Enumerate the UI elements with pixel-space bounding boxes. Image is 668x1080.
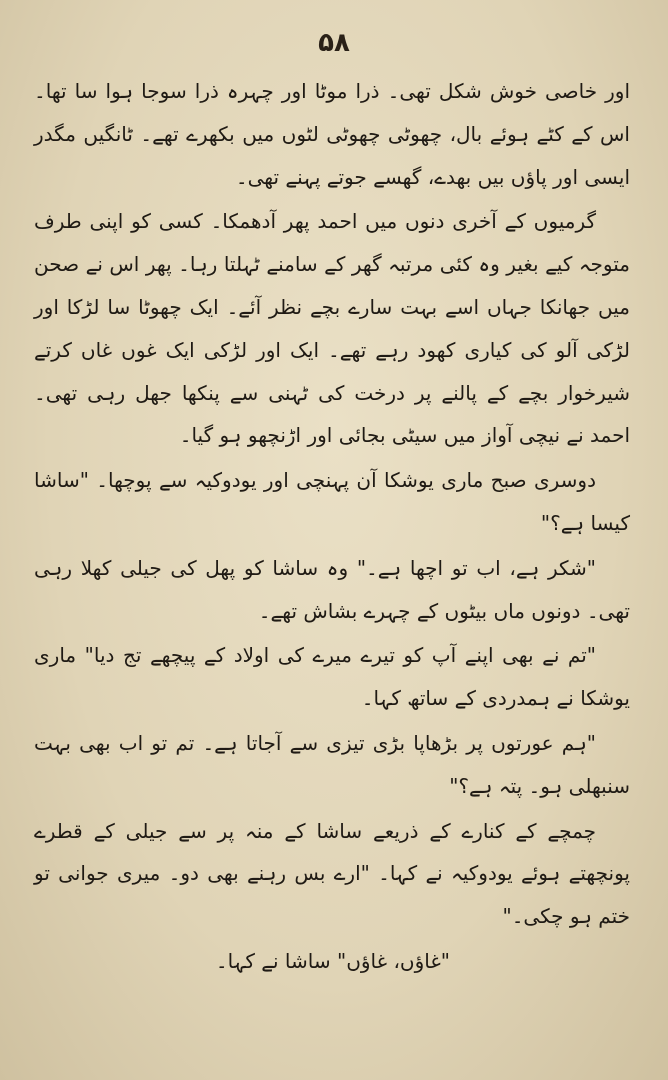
- paragraph-1: اور خاصی خوش شکل تھی۔ ذرا موٹا اور چہرہ ذرا سوجا ہوا سا تھا۔ اس کے کٹے ہوئے بال، چھوٹی چھوٹی لٹوں میں بکھرے تھے۔ ٹانگیں مگدر ایسی اور پاؤں بیں بھدے، گھسے جوتے پہنے تھی۔: [34, 79, 630, 189]
- paragraph-8: "غاؤں، غاؤں" ساشا نے کہا۔: [215, 948, 450, 973]
- paragraph-4: "شکر ہے، اب تو اچھا ہے۔" وہ ساشا کو پھل کی جیلی کھلا رہی تھی۔ دونوں ماں بیٹوں کے چہرے بشاش تھے۔: [34, 555, 630, 623]
- paragraph-3: دوسری صبح ماری یوشکا آن پہنچی اور یودوکیہ سے پوچھا۔ "ساشا کیسا ہے؟": [34, 468, 630, 535]
- page-number: ۵۸: [318, 28, 350, 58]
- paragraph-2: گرمیوں کے آخری دنوں میں احمد پھر آدھمکا۔ کسی کو اپنی طرف متوجہ کیے بغیر وہ کئی مرتبہ گھر کے سامنے ٹہلتا رہا۔ پھر اس نے صحن میں جھانکا جہاں اسے بہت سارے بچے نظر آئے۔ ایک چھوٹا سا لڑکا اور لڑکی آلو کی کیاری کھود رہے تھے۔ ایک اور لڑکی ایک غوں غاں کرتے شیرخوار بچے کے پالنے پر درخت کی ٹہنی سے پنکھا جھل رہی تھی۔ احمد نے نیچی آواز میں سیٹی بجائی اور اڑنچھو ہو گیا۔: [34, 209, 630, 448]
- paragraph-6: "ہم عورتوں پر بڑھاپا بڑی تیزی سے آجاتا ہے۔ تم تو اب بھی بہت سنبھلی ہو۔ پتہ ہے؟": [34, 730, 630, 798]
- body-text: [34, 70, 630, 985]
- paragraph-7: چمچے کے کنارے کے ذریعے ساشا کے منہ پر سے جیلی کے قطرے پونچھتے ہوئے یودوکیہ نے کہا۔ "ارے بس رہنے بھی دو۔ میری جوانی تو ختم ہو چکی۔": [34, 818, 630, 929]
- paragraph-5: "تم نے بھی اپنے آپ کو تیرے میرے کی اولاد کے پیچھے تج دیا" ماری یوشکا نے ہمدردی کے ساتھ کہا۔: [34, 643, 630, 711]
